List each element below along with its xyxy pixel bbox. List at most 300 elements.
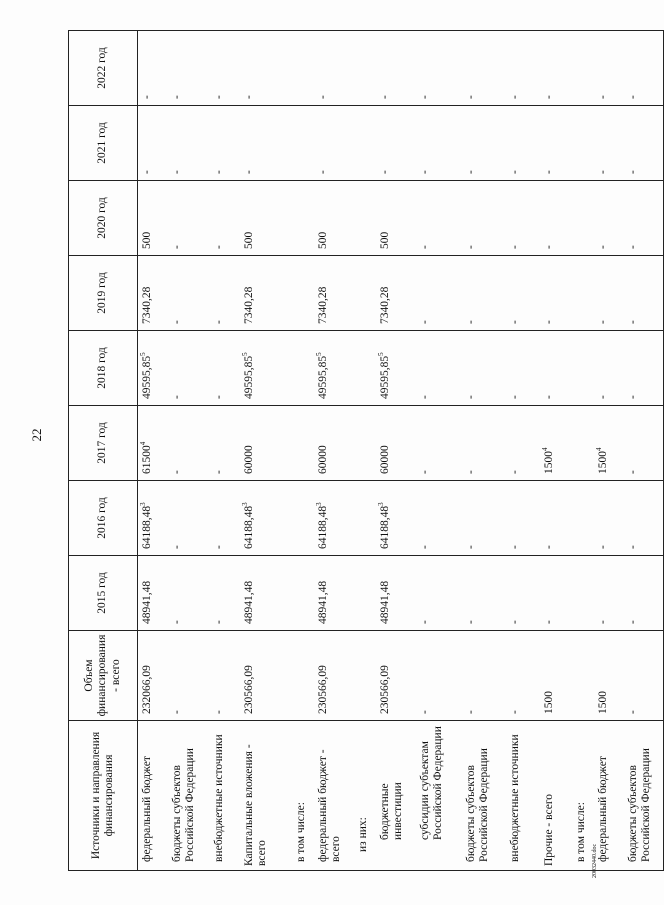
cell-y2021 xyxy=(376,106,416,181)
cell-value: - xyxy=(508,245,521,249)
cell-y2019 xyxy=(210,256,240,331)
cell-y2018 xyxy=(138,331,168,406)
cell-y2016 xyxy=(594,481,624,556)
cell-y2018 xyxy=(462,331,506,406)
cell-value: - xyxy=(170,170,183,174)
footnote-marker: 3 xyxy=(376,502,385,506)
cell-value: - xyxy=(418,395,431,399)
cell-y2016 xyxy=(416,481,462,556)
cell-value: 49595,85 xyxy=(242,355,255,399)
cell-value: 7340,28 xyxy=(378,286,391,324)
cell-value: - xyxy=(378,95,391,99)
cell-value: 500 xyxy=(242,231,255,249)
cell-y2017 xyxy=(314,406,354,481)
cell-y2018 xyxy=(376,331,416,406)
cell-y2020 xyxy=(292,181,314,256)
cell-y2018 xyxy=(210,331,240,406)
cell-y2015 xyxy=(210,556,240,631)
cell-y2022 xyxy=(240,31,292,106)
cell-y2017 xyxy=(354,406,376,481)
cell-value: - xyxy=(141,95,153,99)
cell-y2020 xyxy=(462,181,506,256)
cell-value: - xyxy=(170,620,183,624)
header-2021: 2021 год xyxy=(69,106,138,181)
cell-value: - xyxy=(242,170,255,174)
cell-value: - xyxy=(508,620,521,624)
cell-y2019 xyxy=(462,256,506,331)
footnote-marker: 5 xyxy=(240,352,249,356)
cell-y2020 xyxy=(506,181,540,256)
row-label: федеральный бюджет - всего xyxy=(314,721,354,871)
table-row xyxy=(210,31,240,871)
cell-y2020 xyxy=(624,181,664,256)
cell-y2018 xyxy=(240,331,292,406)
cell-y2022 xyxy=(138,31,168,106)
cell-y2022 xyxy=(462,31,506,106)
cell-value: - xyxy=(596,245,609,249)
cell-value: 1500 xyxy=(542,451,555,474)
cell-y2017 xyxy=(462,406,506,481)
row-label: бюджеты субъектов Российской Федерации xyxy=(624,721,664,871)
cell-value: 64188,48 xyxy=(316,505,329,549)
cell-value: 49595,85 xyxy=(378,355,391,399)
footnote-marker: 4 xyxy=(540,447,549,451)
cell-y2016 xyxy=(376,481,416,556)
table-row xyxy=(594,31,624,871)
cell-value: - xyxy=(508,470,521,474)
cell-value: - xyxy=(170,545,183,549)
cell-y2019 xyxy=(292,256,314,331)
cell-y2017 xyxy=(210,406,240,481)
cell-y2019 xyxy=(624,256,664,331)
cell-value: - xyxy=(242,95,255,99)
cell-y2018 xyxy=(540,331,572,406)
cell-total xyxy=(292,631,314,721)
cell-value: - xyxy=(212,395,225,399)
cell-y2021 xyxy=(462,106,506,181)
row-label: бюджеты субъектов Российской Федерации xyxy=(462,721,506,871)
cell-value: 48941,48 xyxy=(242,580,255,624)
cell-value: 60000 xyxy=(378,445,391,474)
document-code: 20032440.doc xyxy=(592,843,598,878)
cell-y2017 xyxy=(624,406,664,481)
cell-y2015 xyxy=(314,556,354,631)
cell-value: 48941,48 xyxy=(316,580,329,624)
cell-y2017 xyxy=(292,406,314,481)
cell-y2021 xyxy=(314,106,354,181)
cell-y2017 xyxy=(416,406,462,481)
cell-y2017 xyxy=(594,406,624,481)
cell-y2018 xyxy=(292,331,314,406)
cell-total xyxy=(314,631,354,721)
cell-total xyxy=(416,631,462,721)
cell-value: - xyxy=(316,170,329,174)
footnote-marker: 3 xyxy=(314,502,323,506)
cell-value: - xyxy=(542,320,555,324)
row-label: Прочие - всего xyxy=(540,721,572,871)
cell-value: - xyxy=(464,620,477,624)
cell-y2015 xyxy=(462,556,506,631)
header-2022: 2022 год xyxy=(69,31,138,106)
cell-y2019 xyxy=(594,256,624,331)
row-label: субсидии субъектам Российской Федерации xyxy=(416,721,462,871)
table-row xyxy=(168,31,210,871)
cell-y2017 xyxy=(540,406,572,481)
cell-total xyxy=(594,631,624,721)
cell-value: - xyxy=(418,95,431,99)
cell-value: - xyxy=(626,545,639,549)
cell-y2015 xyxy=(594,556,624,631)
cell-y2020 xyxy=(416,181,462,256)
cell-y2022 xyxy=(354,31,376,106)
row-label: бюджетные инвестиции xyxy=(376,721,416,871)
cell-value: 60000 xyxy=(316,445,329,474)
cell-y2022 xyxy=(416,31,462,106)
cell-y2022 xyxy=(210,31,240,106)
header-2018: 2018 год xyxy=(69,331,138,406)
cell-value: 1500 xyxy=(596,451,609,474)
cell-y2015 xyxy=(292,556,314,631)
cell-y2020 xyxy=(210,181,240,256)
cell-y2021 xyxy=(594,106,624,181)
cell-y2019 xyxy=(168,256,210,331)
cell-y2020 xyxy=(376,181,416,256)
cell-value: - xyxy=(508,170,521,174)
cell-y2021 xyxy=(540,106,572,181)
cell-y2021 xyxy=(168,106,210,181)
cell-y2022 xyxy=(292,31,314,106)
cell-y2019 xyxy=(506,256,540,331)
cell-y2019 xyxy=(138,256,168,331)
header-2016: 2016 год xyxy=(69,481,138,556)
header-2015: 2015 год xyxy=(69,556,138,631)
cell-y2016 xyxy=(240,481,292,556)
cell-y2020 xyxy=(168,181,210,256)
cell-value: - xyxy=(418,170,431,174)
cell-y2020 xyxy=(354,181,376,256)
cell-value: 7340,28 xyxy=(316,286,329,324)
cell-y2021 xyxy=(416,106,462,181)
cell-value: 64188,48 xyxy=(242,505,255,549)
cell-value: - xyxy=(542,170,555,174)
financing-table xyxy=(68,30,664,871)
cell-y2021 xyxy=(240,106,292,181)
cell-total xyxy=(572,631,594,721)
cell-y2015 xyxy=(624,556,664,631)
cell-value: - xyxy=(508,95,521,99)
table-row xyxy=(292,31,314,871)
table-row xyxy=(462,31,506,871)
row-label: внебюджетные источники xyxy=(210,721,240,871)
cell-y2020 xyxy=(540,181,572,256)
cell-y2018 xyxy=(168,331,210,406)
cell-y2017 xyxy=(138,406,168,481)
cell-value: - xyxy=(170,395,183,399)
cell-value: - xyxy=(542,245,555,249)
cell-total xyxy=(540,631,572,721)
cell-total xyxy=(240,631,292,721)
cell-value: 49595,85 xyxy=(316,355,329,399)
cell-value: - xyxy=(418,320,431,324)
cell-value: - xyxy=(212,320,225,324)
cell-y2016 xyxy=(572,481,594,556)
cell-value: 230566,09 xyxy=(378,665,391,714)
cell-value: 1500 xyxy=(542,691,555,714)
cell-value: - xyxy=(508,395,521,399)
table-row xyxy=(506,31,540,871)
cell-total xyxy=(138,631,168,721)
cell-value: - xyxy=(464,95,477,99)
cell-y2022 xyxy=(376,31,416,106)
cell-y2016 xyxy=(624,481,664,556)
cell-value: 230566,09 xyxy=(242,665,255,714)
cell-y2015 xyxy=(138,556,168,631)
cell-value: - xyxy=(464,245,477,249)
cell-y2016 xyxy=(138,481,168,556)
cell-total xyxy=(376,631,416,721)
cell-value: - xyxy=(508,545,521,549)
cell-value: - xyxy=(170,95,183,99)
cell-y2016 xyxy=(462,481,506,556)
table-row xyxy=(416,31,462,871)
cell-value: - xyxy=(418,710,431,714)
cell-y2019 xyxy=(240,256,292,331)
cell-value: - xyxy=(212,245,225,249)
cell-value: - xyxy=(626,95,639,99)
table-row xyxy=(138,31,168,871)
cell-value: - xyxy=(542,545,555,549)
cell-value: - xyxy=(212,170,225,174)
cell-y2018 xyxy=(624,331,664,406)
table-row xyxy=(240,31,292,871)
cell-y2020 xyxy=(572,181,594,256)
cell-y2020 xyxy=(240,181,292,256)
header-2017: 2017 год xyxy=(69,406,138,481)
cell-y2016 xyxy=(354,481,376,556)
row-label: в том числе: xyxy=(292,721,314,871)
cell-y2018 xyxy=(314,331,354,406)
cell-y2021 xyxy=(354,106,376,181)
cell-y2021 xyxy=(572,106,594,181)
row-label: бюджеты субъектов Российской Федерации xyxy=(168,721,210,871)
footnote-marker: 5 xyxy=(314,352,323,356)
cell-y2015 xyxy=(376,556,416,631)
cell-value: - xyxy=(508,320,521,324)
cell-value: - xyxy=(170,245,183,249)
table-row xyxy=(354,31,376,871)
cell-value: - xyxy=(418,470,431,474)
cell-value: 49595,85 xyxy=(141,355,153,399)
cell-value: 64188,48 xyxy=(378,505,391,549)
cell-y2020 xyxy=(594,181,624,256)
cell-value: - xyxy=(418,620,431,624)
cell-y2021 xyxy=(292,106,314,181)
row-label: внебюджетные источники xyxy=(506,721,540,871)
cell-total xyxy=(624,631,664,721)
cell-value: - xyxy=(464,545,477,549)
row-label: федеральный бюджет xyxy=(594,721,624,871)
header-source: Источники и направления финансирования xyxy=(69,721,138,871)
table-row xyxy=(540,31,572,871)
cell-y2015 xyxy=(240,556,292,631)
cell-y2015 xyxy=(540,556,572,631)
cell-y2022 xyxy=(314,31,354,106)
cell-value: 500 xyxy=(378,231,391,249)
cell-value: - xyxy=(316,95,329,99)
cell-value: - xyxy=(626,710,639,714)
table-row xyxy=(376,31,416,871)
cell-value: 60000 xyxy=(242,445,255,474)
cell-y2022 xyxy=(624,31,664,106)
cell-y2020 xyxy=(314,181,354,256)
cell-value: 500 xyxy=(141,231,153,249)
cell-y2016 xyxy=(540,481,572,556)
footnote-marker: 5 xyxy=(139,352,148,356)
cell-value: 61500 xyxy=(141,445,153,474)
cell-y2015 xyxy=(354,556,376,631)
footnote-marker: 4 xyxy=(594,447,603,451)
cell-value: - xyxy=(508,710,521,714)
cell-value: - xyxy=(542,95,555,99)
cell-value: - xyxy=(464,320,477,324)
cell-y2017 xyxy=(376,406,416,481)
cell-y2022 xyxy=(594,31,624,106)
cell-y2021 xyxy=(624,106,664,181)
header-row xyxy=(69,31,138,871)
cell-value: - xyxy=(542,395,555,399)
cell-value: - xyxy=(464,470,477,474)
cell-value: 64188,48 xyxy=(141,505,153,549)
cell-value: - xyxy=(596,620,609,624)
cell-y2019 xyxy=(416,256,462,331)
cell-total xyxy=(506,631,540,721)
row-label: из них: xyxy=(354,721,376,871)
cell-value: 1500 xyxy=(596,691,609,714)
cell-y2020 xyxy=(138,181,168,256)
footnote-marker: 5 xyxy=(376,352,385,356)
cell-value: 48941,48 xyxy=(141,580,153,624)
cell-value: - xyxy=(626,245,639,249)
cell-y2022 xyxy=(168,31,210,106)
cell-value: - xyxy=(170,470,183,474)
page-number: 22 xyxy=(29,428,44,442)
cell-y2017 xyxy=(168,406,210,481)
cell-value: 7340,28 xyxy=(242,286,255,324)
cell-value: - xyxy=(212,470,225,474)
header-total: Объем финансирования - всего xyxy=(69,631,138,721)
cell-y2022 xyxy=(572,31,594,106)
cell-y2017 xyxy=(240,406,292,481)
cell-value: - xyxy=(170,710,183,714)
cell-value: - xyxy=(141,170,153,174)
cell-value: - xyxy=(596,320,609,324)
cell-y2016 xyxy=(314,481,354,556)
row-label: Капитальные вложения - всего xyxy=(240,721,292,871)
cell-value: - xyxy=(464,395,477,399)
cell-y2022 xyxy=(506,31,540,106)
cell-total xyxy=(354,631,376,721)
cell-value: - xyxy=(626,170,639,174)
cell-y2021 xyxy=(210,106,240,181)
cell-value: - xyxy=(626,620,639,624)
cell-value: - xyxy=(378,170,391,174)
cell-value: 48941,48 xyxy=(378,580,391,624)
cell-y2015 xyxy=(168,556,210,631)
cell-y2016 xyxy=(168,481,210,556)
footnote-marker: 3 xyxy=(240,502,249,506)
cell-value: - xyxy=(626,470,639,474)
cell-y2022 xyxy=(540,31,572,106)
row-label: федеральный бюджет xyxy=(138,721,168,871)
cell-y2017 xyxy=(572,406,594,481)
cell-y2018 xyxy=(416,331,462,406)
footnote-marker: 3 xyxy=(139,502,148,506)
header-2019: 2019 год xyxy=(69,256,138,331)
cell-value: - xyxy=(170,320,183,324)
cell-total xyxy=(462,631,506,721)
rotated-table-container xyxy=(68,31,652,871)
cell-y2018 xyxy=(572,331,594,406)
cell-y2021 xyxy=(506,106,540,181)
table-row xyxy=(624,31,664,871)
cell-y2016 xyxy=(292,481,314,556)
cell-value: - xyxy=(418,245,431,249)
cell-value: - xyxy=(212,95,225,99)
cell-value: 7340,28 xyxy=(141,286,153,324)
cell-value: - xyxy=(596,170,609,174)
footnote-marker: 4 xyxy=(139,441,148,446)
header-2020: 2020 год xyxy=(69,181,138,256)
cell-total xyxy=(210,631,240,721)
cell-value: - xyxy=(626,320,639,324)
cell-value: - xyxy=(418,545,431,549)
cell-y2019 xyxy=(354,256,376,331)
cell-y2015 xyxy=(572,556,594,631)
table-body xyxy=(138,31,664,871)
cell-value: - xyxy=(596,395,609,399)
cell-value: - xyxy=(596,95,609,99)
cell-value: - xyxy=(212,545,225,549)
cell-value: - xyxy=(212,620,225,624)
cell-value: - xyxy=(596,545,609,549)
table-row xyxy=(572,31,594,871)
cell-y2018 xyxy=(506,331,540,406)
row-label: в том числе: xyxy=(572,721,594,871)
cell-value: 500 xyxy=(316,231,329,249)
cell-value: 232066,09 xyxy=(141,665,153,714)
cell-y2019 xyxy=(314,256,354,331)
cell-y2019 xyxy=(540,256,572,331)
cell-y2015 xyxy=(416,556,462,631)
cell-y2017 xyxy=(506,406,540,481)
cell-total xyxy=(168,631,210,721)
cell-y2019 xyxy=(572,256,594,331)
cell-value: - xyxy=(542,620,555,624)
cell-y2019 xyxy=(376,256,416,331)
cell-value: - xyxy=(212,710,225,714)
cell-value: - xyxy=(626,395,639,399)
cell-y2021 xyxy=(138,106,168,181)
cell-value: - xyxy=(464,170,477,174)
cell-y2015 xyxy=(506,556,540,631)
table-row xyxy=(314,31,354,871)
cell-y2016 xyxy=(506,481,540,556)
cell-y2018 xyxy=(594,331,624,406)
cell-value: - xyxy=(464,710,477,714)
cell-y2018 xyxy=(354,331,376,406)
cell-y2016 xyxy=(210,481,240,556)
cell-value: 230566,09 xyxy=(316,665,329,714)
